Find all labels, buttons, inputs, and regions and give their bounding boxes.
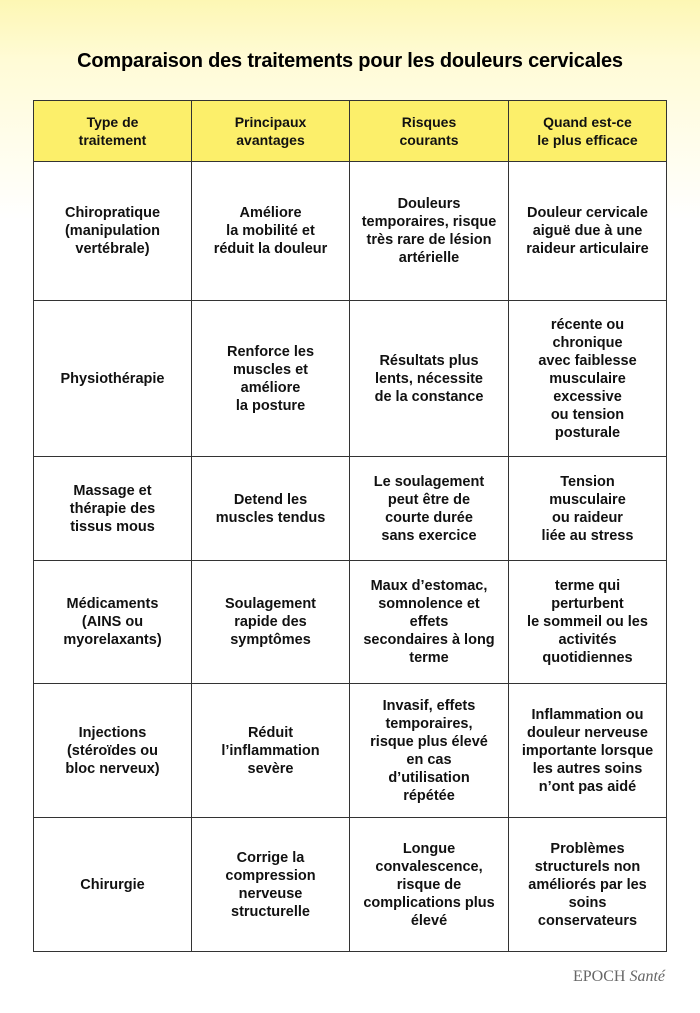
- header-label: Quand est-ce le plus efficace: [537, 114, 638, 148]
- header-label: Principaux avantages: [234, 114, 307, 148]
- table-cell: [192, 301, 350, 457]
- table-cell: [350, 684, 509, 818]
- section-name: Santé: [629, 968, 665, 985]
- table-cell: [350, 818, 509, 952]
- table-row: [34, 301, 667, 457]
- cell-text: Longue convalescence, risque de complications plus élevé: [363, 840, 495, 929]
- cell-text: Corrige la compression nerveuse structurelle: [225, 849, 316, 920]
- cell-text: Résultats plus lents, nécessite de la constance: [374, 352, 484, 405]
- brand-name: EPOCH: [573, 968, 626, 985]
- table-row: [34, 561, 667, 684]
- table-cell: [192, 684, 350, 818]
- table-cell: [350, 162, 509, 301]
- table-row: [34, 818, 667, 952]
- table-cell: [509, 457, 667, 561]
- table-cell: [34, 818, 192, 952]
- publisher-credit: [573, 968, 665, 986]
- table-cell: [509, 818, 667, 952]
- table-cell: [34, 684, 192, 818]
- table-row: [34, 162, 667, 301]
- cell-text: Physiothérapie: [60, 370, 165, 387]
- table-cell: [192, 457, 350, 561]
- cell-text: Maux d’estomac, somnolence et effets secondaires à long terme: [363, 578, 495, 666]
- table-cell: [34, 162, 192, 301]
- cell-text: Chirurgie: [80, 876, 145, 893]
- cell-text: Le soulagement peut être de courte durée sans exercice: [373, 473, 485, 544]
- table-cell: [34, 301, 192, 457]
- comparison-table: [33, 100, 667, 952]
- table-cell: [192, 561, 350, 684]
- table-cell: [34, 561, 192, 684]
- table-cell: [350, 457, 509, 561]
- cell-text: Injections (stéroïdes ou bloc nerveux): [65, 724, 160, 777]
- cell-text: Améliore la mobilité et réduit la douleur: [213, 205, 328, 257]
- table-cell: [192, 162, 350, 301]
- cell-text: Inflammation ou douleur nerveuse importante lorsque les autres soins n’ont pas aidé: [521, 706, 654, 795]
- cell-text: Detend les muscles tendus: [215, 491, 326, 526]
- header-cell-type: [34, 101, 192, 162]
- header-label: Type de traitement: [78, 114, 147, 148]
- cell-text: terme qui perturbent le sommeil ou les activités quotidiennes: [527, 578, 648, 666]
- table-cell: [350, 301, 509, 457]
- header-row: [34, 101, 667, 162]
- table-cell: [509, 561, 667, 684]
- table-cell: [509, 162, 667, 301]
- cell-text: Médicaments (AINS ou myorelaxants): [63, 596, 162, 648]
- cell-text: Soulagement rapide des symptômes: [224, 596, 317, 648]
- cell-text: récente ou chronique avec faiblesse musculaire excessive ou tension posturale: [538, 316, 637, 441]
- table-cell: [509, 684, 667, 818]
- cell-text: Réduit l’inflammation sevère: [221, 724, 320, 777]
- cell-text: Invasif, effets temporaires, risque plus élevé en cas d’utilisation répétée: [370, 697, 488, 804]
- header-label: Risques courants: [399, 114, 459, 148]
- cell-text: Massage et thérapie des tissus mous: [69, 482, 156, 535]
- header-cell-risks: [350, 101, 509, 162]
- cell-text: Problèmes structurels non améliorés par les soins conservateurs: [528, 840, 647, 929]
- table-cell: [509, 301, 667, 457]
- cell-text: Douleur cervicale aiguë due à une raideur articulaire: [526, 205, 649, 257]
- cell-text: Tension musculaire ou raideur liée au stress: [541, 473, 634, 544]
- table-cell: [34, 457, 192, 561]
- table-row: [34, 684, 667, 818]
- table-cell: [350, 561, 509, 684]
- table-cell: [192, 818, 350, 952]
- cell-text: Renforce les muscles et améliore la posture: [226, 343, 315, 414]
- table-row: [34, 457, 667, 561]
- cell-text: Chiropratique (manipulation vertébrale): [64, 205, 161, 257]
- header-cell-advantages: [192, 101, 350, 162]
- header-cell-when-effective: [509, 101, 667, 162]
- cell-text: Douleurs temporaires, risque très rare de lésion artérielle: [361, 196, 497, 266]
- page-title: Comparaison des traitements pour les douleurs cervicales: [77, 50, 623, 72]
